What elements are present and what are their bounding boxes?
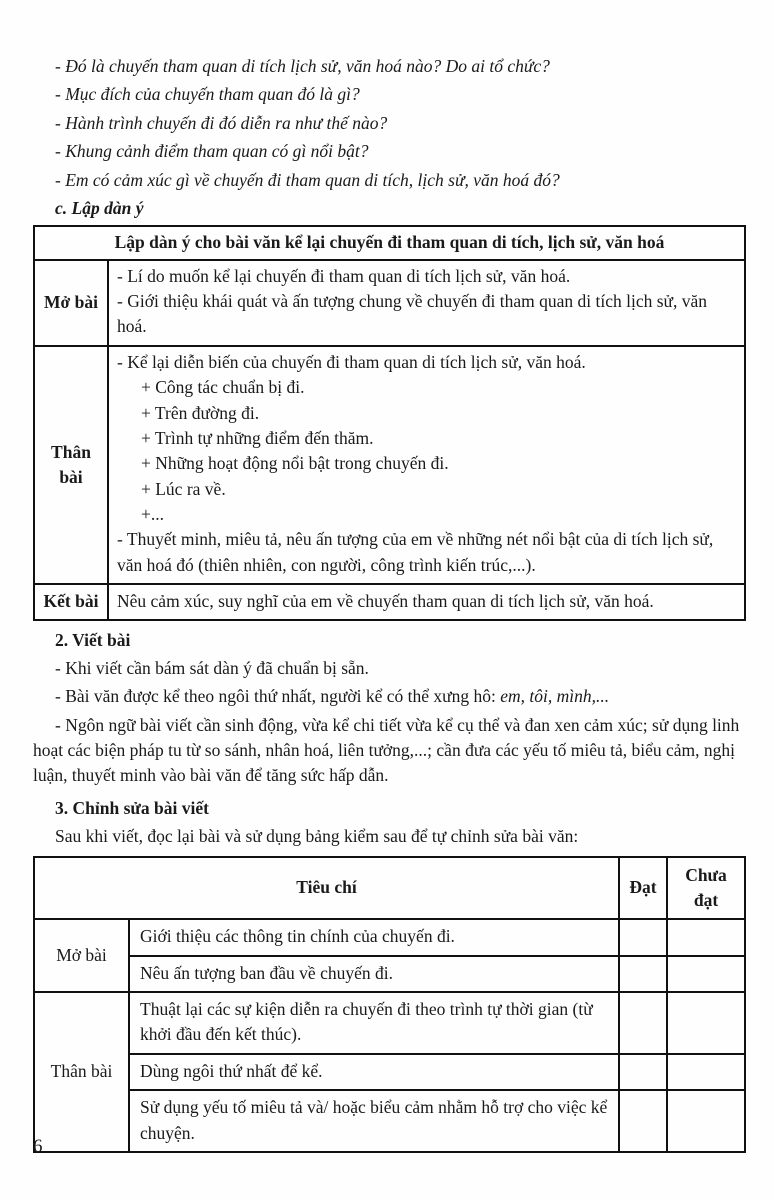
table-row bbox=[34, 1090, 745, 1152]
pass-cell bbox=[619, 992, 667, 1054]
outline-table bbox=[33, 225, 746, 620]
table-row bbox=[34, 1054, 745, 1090]
table-row bbox=[34, 919, 745, 955]
question-line: - Mục đích của chuyến tham quan đó là gì? bbox=[55, 84, 360, 105]
outline-row-label: Thân bài bbox=[34, 346, 108, 584]
table-row bbox=[34, 346, 745, 584]
checklist-criterion: Thuật lại các sự kiện diễn ra chuyến đi theo trình tự thời gian (từ khởi đầu đến kết thúc). bbox=[129, 992, 619, 1054]
paragraph-text: - Bài văn được kể theo ngôi thứ nhất, người kể có thể xưng hô: bbox=[55, 686, 501, 707]
fail-cell bbox=[667, 992, 745, 1054]
outline-line: + Những hoạt động nổi bật trong chuyến đi. bbox=[141, 453, 449, 474]
outline-row-content bbox=[108, 346, 745, 584]
outline-line: - Giới thiệu khái quát và ấn tượng chung về chuyến đi tham quan di tích lịch sử, văn hoá. bbox=[117, 291, 708, 337]
subsection-heading-c: c. Lập dàn ý bbox=[55, 197, 144, 218]
checklist-criterion: Giới thiệu các thông tin chính của chuyến đi. bbox=[129, 919, 619, 955]
pass-cell bbox=[619, 1090, 667, 1152]
question-list bbox=[33, 54, 746, 193]
outline-row-label: Kết bài bbox=[34, 584, 108, 619]
paragraph: Sau khi viết, đọc lại bài và sử dụng bảng kiểm sau để tự chỉnh sửa bài văn: bbox=[55, 826, 579, 847]
table-row bbox=[34, 584, 745, 619]
pass-cell bbox=[619, 919, 667, 955]
fail-cell bbox=[667, 1090, 745, 1152]
checklist-criterion: Dùng ngôi thứ nhất để kể. bbox=[129, 1054, 619, 1090]
fail-cell bbox=[667, 1054, 745, 1090]
outline-line: Nêu cảm xúc, suy nghĩ của em về chuyến tham quan di tích lịch sử, văn hoá. bbox=[117, 591, 654, 612]
question-line: - Đó là chuyến tham quan di tích lịch sử, văn hoá nào? Do ai tổ chức? bbox=[55, 56, 550, 76]
outline-line: - Lí do muốn kể lại chuyến đi tham quan di tích lịch sử, văn hoá. bbox=[117, 265, 571, 286]
paragraph bbox=[33, 684, 746, 709]
outline-line: + Trên đường đi. bbox=[141, 402, 260, 423]
question-line: - Em có cảm xúc gì về chuyến đi tham quan di tích, lịch sử, văn hoá đó? bbox=[55, 169, 560, 190]
fail-cell bbox=[667, 919, 745, 955]
paragraph: - Ngôn ngữ bài viết cần sinh động, vừa kể chi tiết vừa kể cụ thể và đan xen cảm xúc; sử dụng linh hoạt các biện pháp tu từ so sánh, nhân hoá, liên tưởng,...; cần đưa các yếu tố miêu tả, biểu cảm, nghị luận, thuyết minh vào bài văn để tăng sức hấp dẫn. bbox=[33, 714, 740, 786]
question-line: - Hành trình chuyến đi đó diễn ra như thế nào? bbox=[55, 112, 388, 133]
section-heading-2: 2. Viết bài bbox=[55, 629, 131, 650]
checklist-group-label: Mở bài bbox=[34, 919, 129, 992]
outline-line: + Lúc ra về. bbox=[141, 478, 226, 499]
outline-line: + Công tác chuẩn bị đi. bbox=[141, 377, 305, 398]
paragraph-italic-text: em, tôi, mình,... bbox=[500, 686, 610, 707]
section-heading-3: 3. Chỉnh sửa bài viết bbox=[55, 797, 209, 818]
outline-line: - Thuyết minh, miêu tả, nêu ấn tượng của em về những nét nổi bật của di tích lịch sử, văn hoá đó (thiên nhiên, con người, công trình kiến trúc,...). bbox=[117, 529, 714, 575]
checklist-group-label: Thân bài bbox=[34, 992, 129, 1152]
outline-line: + Trình tự những điểm đến thăm. bbox=[141, 427, 374, 448]
outline-row-label: Mở bài bbox=[34, 260, 108, 346]
table-header-row bbox=[34, 857, 745, 920]
table-row bbox=[34, 992, 745, 1054]
question-line: - Khung cảnh điểm tham quan có gì nổi bật? bbox=[55, 141, 369, 162]
table-row bbox=[34, 956, 745, 992]
outline-row-content bbox=[108, 584, 745, 619]
fail-cell bbox=[667, 956, 745, 992]
checklist-header-pass: Đạt bbox=[619, 857, 667, 920]
checklist-header-criteria: Tiêu chí bbox=[34, 857, 619, 920]
pass-cell bbox=[619, 1054, 667, 1090]
outline-line: +... bbox=[141, 504, 164, 524]
outline-table-title: Lập dàn ý cho bài văn kể lại chuyến đi tham quan di tích, lịch sử, văn hoá bbox=[34, 226, 745, 259]
outline-row-content bbox=[108, 260, 745, 346]
checklist-criterion: Nêu ấn tượng ban đầu về chuyến đi. bbox=[129, 956, 619, 992]
table-row bbox=[34, 260, 745, 346]
paragraph: - Khi viết cần bám sát dàn ý đã chuẩn bị sẵn. bbox=[55, 657, 369, 678]
checklist-table bbox=[33, 856, 746, 1153]
checklist-header-fail: Chưa đạt bbox=[667, 857, 745, 920]
pass-cell bbox=[619, 956, 667, 992]
checklist-criterion: Sử dụng yếu tố miêu tả và/ hoặc biểu cảm nhằm hỗ trợ cho việc kể chuyện. bbox=[129, 1090, 619, 1152]
outline-line: - Kể lại diễn biến của chuyến đi tham quan di tích lịch sử, văn hoá. bbox=[117, 351, 586, 372]
page-number: 6 bbox=[33, 1136, 43, 1157]
